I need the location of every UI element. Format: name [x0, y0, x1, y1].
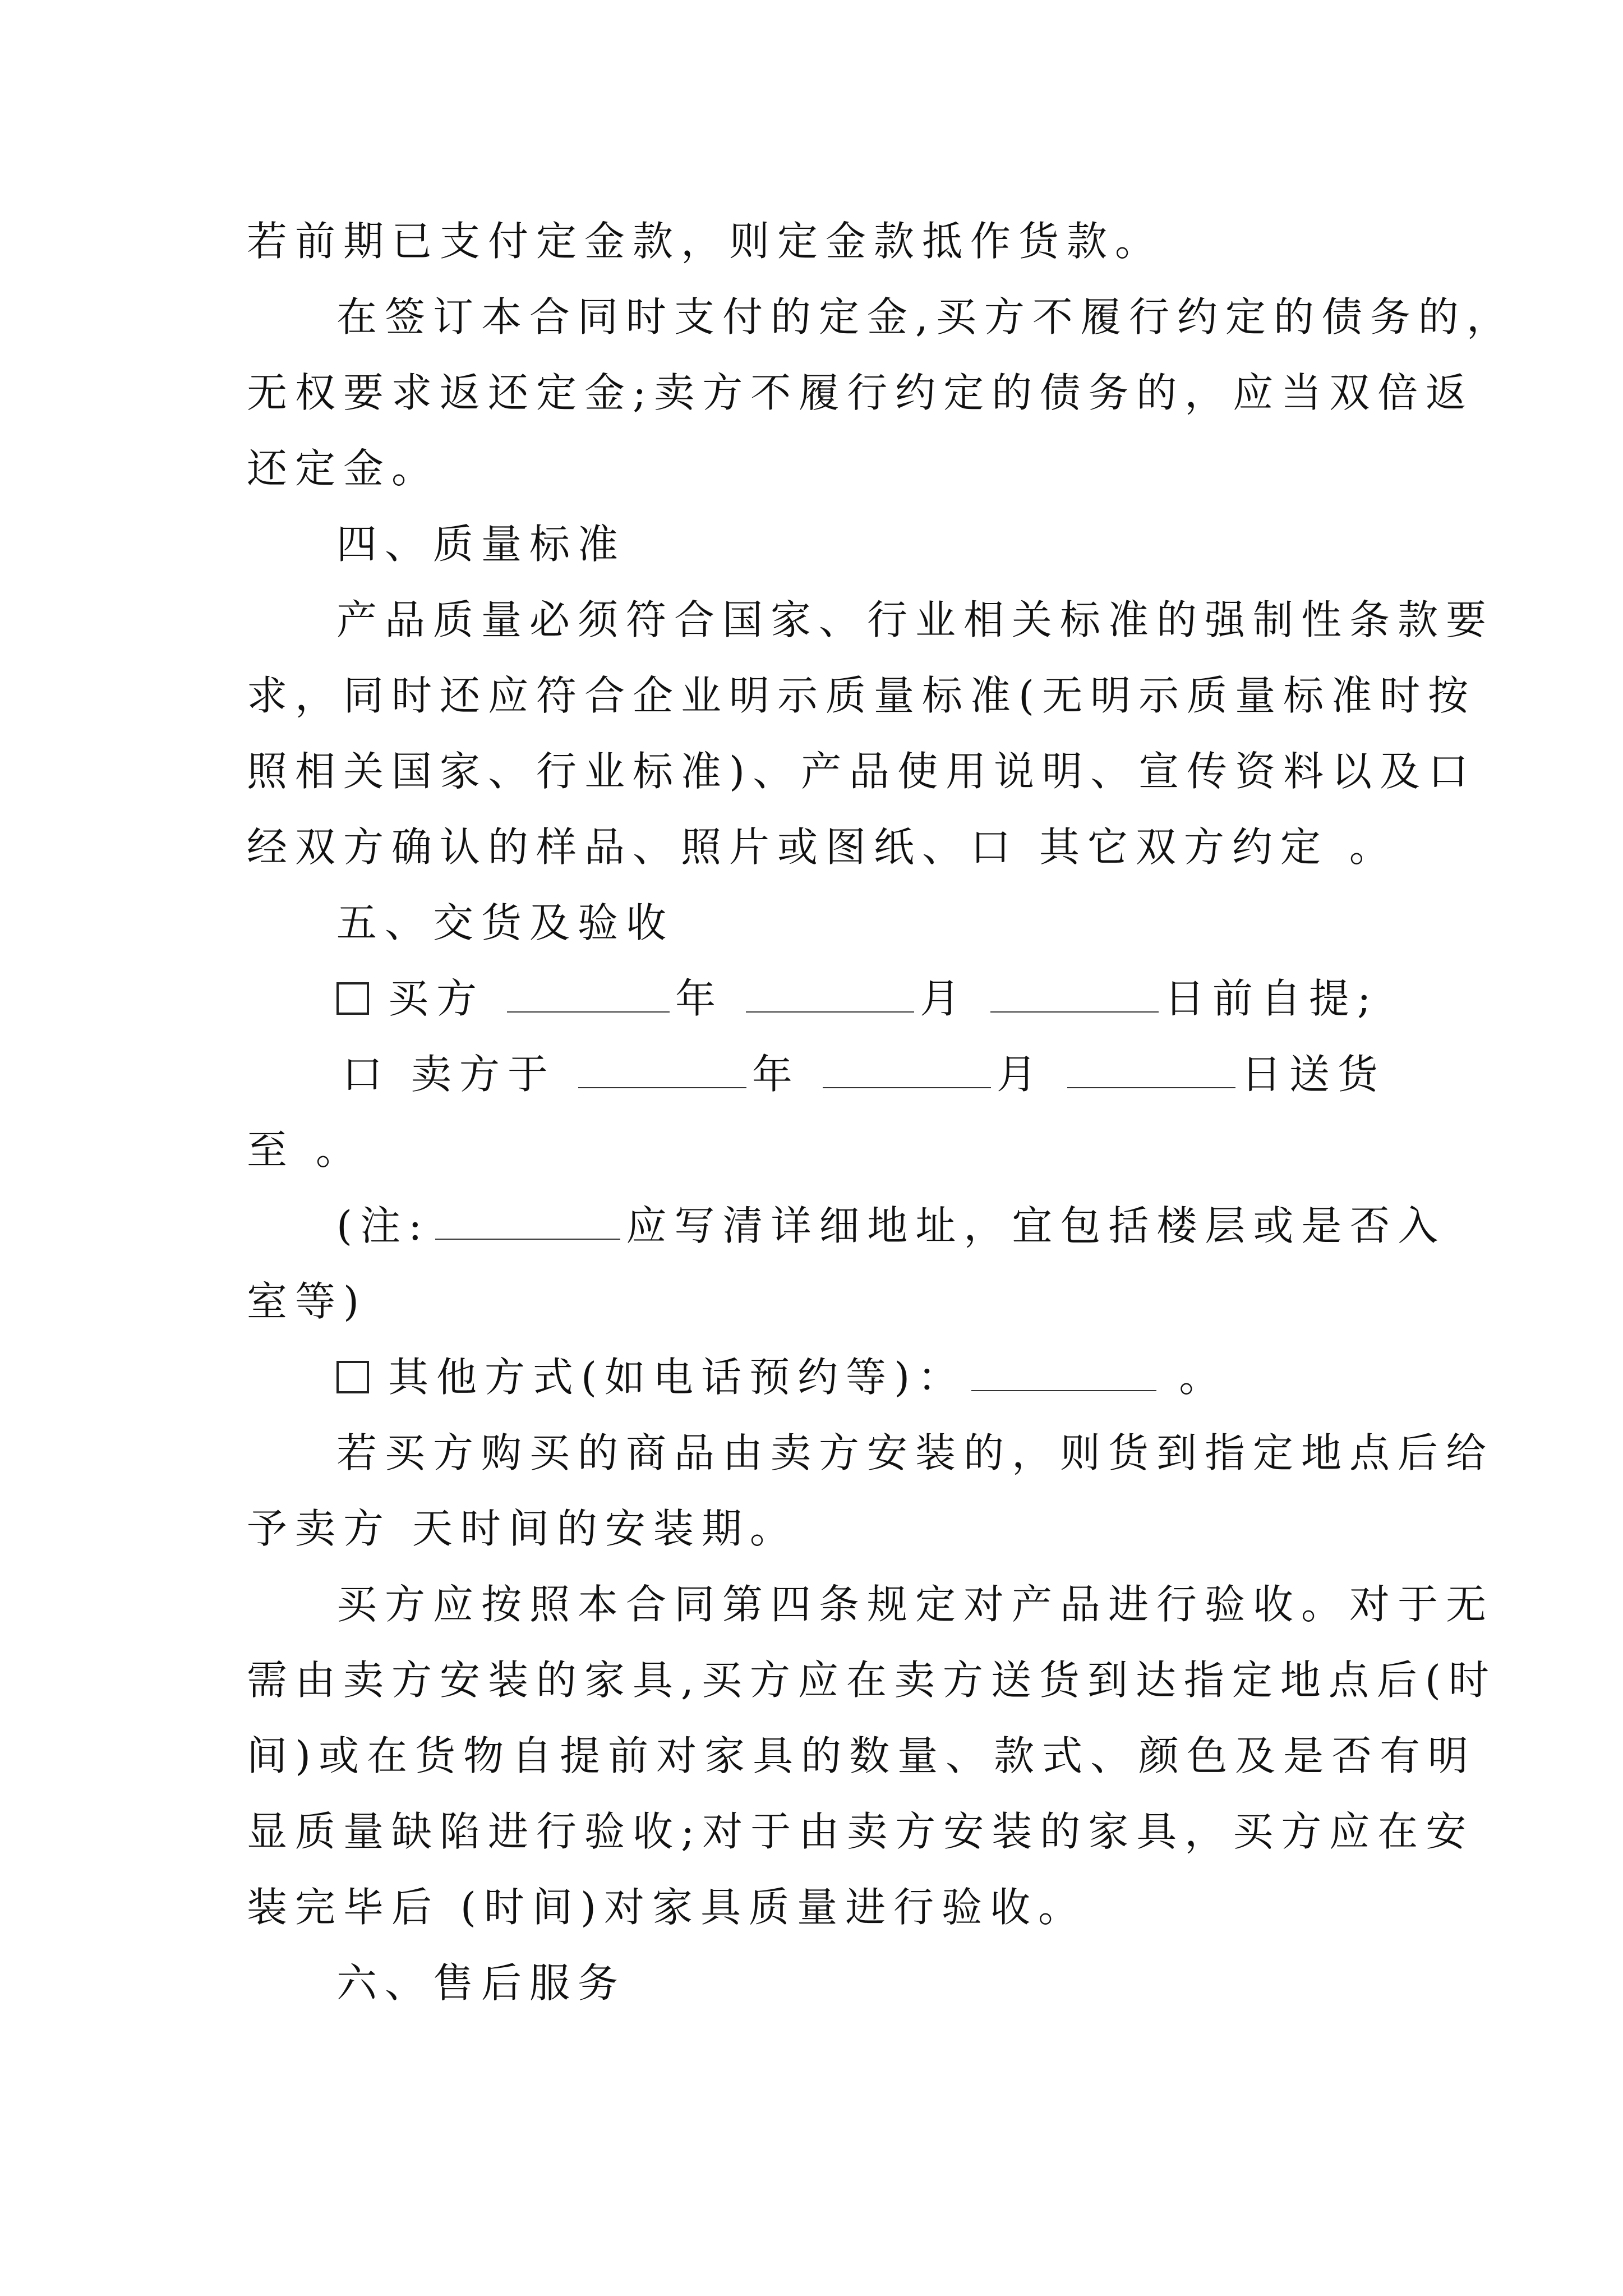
text-line: 需由卖方安装的家具,买方应在卖方送货到达指定地点后(时	[247, 1657, 1497, 1704]
section-heading: 五、交货及验收	[336, 899, 675, 946]
period: 。	[1179, 1354, 1228, 1401]
label-day: 日前自提;	[1164, 975, 1379, 1022]
year-field[interactable]	[578, 1053, 746, 1088]
text-line: 还定金。	[247, 445, 440, 492]
month-field[interactable]	[746, 978, 914, 1013]
note-text: 应写清详细地址，宜包括楼层或是否入	[626, 1202, 1446, 1249]
text-line: 若买方购买的商品由卖方安装的，则货到指定地点后给	[336, 1429, 1495, 1476]
text-line: 装完毕后 (时间)对家具质量进行验收。	[247, 1884, 1087, 1931]
day-field[interactable]	[1067, 1053, 1235, 1088]
label-month: 月	[996, 1051, 1045, 1098]
checkbox-self-pickup[interactable]	[336, 982, 369, 1015]
label-month: 月	[920, 975, 969, 1022]
text-line: 显质量缺陷进行验收;对于由卖方安装的家具，买方应在安	[247, 1808, 1474, 1855]
label-buyer: 买方	[388, 975, 485, 1022]
note-label: (注:	[336, 1202, 430, 1249]
text-line	[342, 1049, 1386, 1099]
text-line: 至 。	[247, 1126, 364, 1174]
text-line: 予卖方 天时间的安装期。	[247, 1505, 798, 1552]
text-line: 若前期已支付定金款，则定金款抵作货款。	[247, 218, 1164, 265]
text-line: 在签订本合同时支付的定金,买方不履行约定的债务的，	[336, 293, 1515, 341]
address-field[interactable]	[435, 1205, 620, 1240]
label-day: 日送货	[1241, 1051, 1386, 1098]
checkbox-other-method[interactable]	[336, 1361, 369, 1393]
text-line: 求，同时还应符合企业明示质量标准(无明示质量标准时按	[247, 672, 1477, 719]
text-line: 室等)	[247, 1278, 367, 1325]
text-line	[336, 1200, 1446, 1251]
text-line	[336, 973, 1378, 1024]
month-field[interactable]	[823, 1053, 991, 1088]
label-other-method: 其他方式(如电话预约等)：	[388, 1354, 966, 1401]
text-line	[336, 1352, 1227, 1402]
label-seller: 口 卖方于	[342, 1051, 556, 1098]
text-line: 产品质量必须符合国家、行业相关标准的强制性条款要	[336, 596, 1495, 643]
text-line: 无权要求返还定金;卖方不履行约定的债务的，应当双倍返	[247, 369, 1474, 416]
section-heading: 四、质量标准	[336, 521, 626, 568]
label-year: 年	[675, 975, 724, 1022]
text-line: 经双方确认的样品、照片或图纸、口 其它双方约定 。	[247, 823, 1398, 871]
day-field[interactable]	[990, 978, 1159, 1013]
text-line: 买方应按照本合同第四条规定对产品进行验收。对于无	[336, 1581, 1495, 1628]
label-year: 年	[751, 1051, 800, 1098]
section-heading: 六、售后服务	[336, 1959, 626, 2007]
text-line: 间)或在货物自提前对家具的数量、款式、颜色及是否有明	[247, 1732, 1477, 1779]
other-method-field[interactable]	[971, 1356, 1156, 1391]
text-line: 照相关国家、行业标准)、产品使用说明、宣传资料以及口	[247, 748, 1477, 795]
year-field[interactable]	[507, 978, 670, 1013]
